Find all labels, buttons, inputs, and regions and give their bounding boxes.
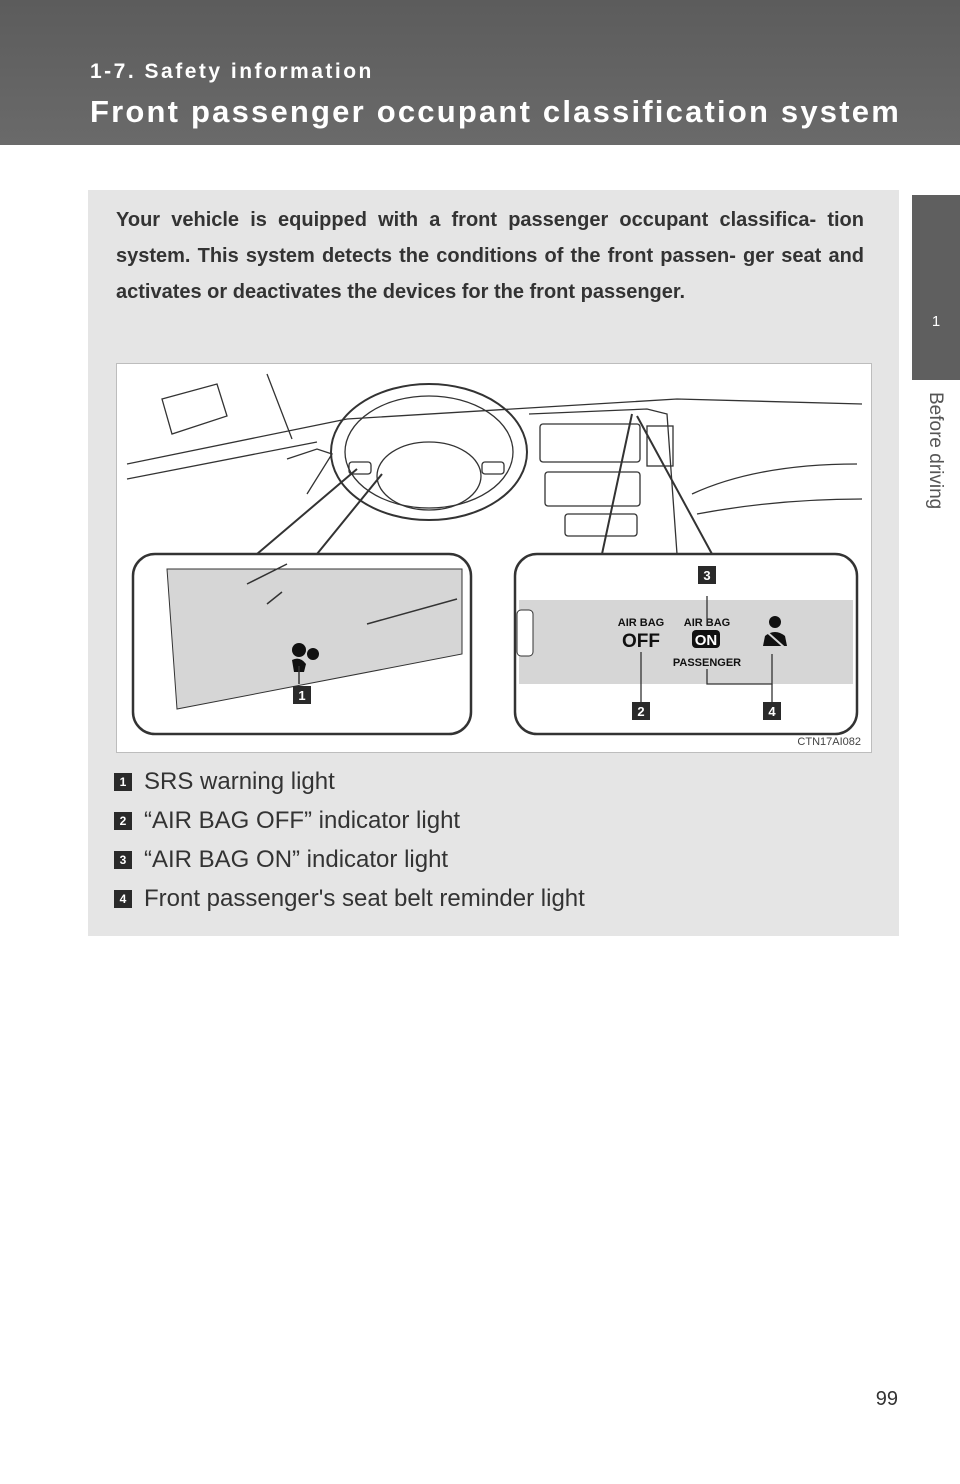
chapter-number: 1 bbox=[931, 313, 941, 330]
passenger-label: PASSENGER bbox=[672, 657, 742, 669]
legend-list bbox=[114, 762, 585, 918]
dashboard-illustration bbox=[116, 363, 872, 753]
legend-number: 1 bbox=[114, 773, 132, 791]
chapter-label: Before driving bbox=[925, 392, 946, 510]
legend-text: “AIR BAG OFF” indicator light bbox=[144, 806, 461, 834]
legend-item bbox=[114, 801, 585, 840]
airbag-off-top-label: AIR BAG bbox=[617, 617, 665, 629]
legend-number: 2 bbox=[114, 812, 132, 830]
airbag-on-top-label: AIR BAG bbox=[683, 617, 731, 629]
callout-2: 2 bbox=[637, 704, 645, 719]
content-box bbox=[88, 190, 899, 936]
legend-item bbox=[114, 762, 585, 801]
legend-text: “AIR BAG ON” indicator light bbox=[144, 845, 449, 873]
legend-item bbox=[114, 879, 585, 918]
figure-code: CTN17AI082 bbox=[797, 736, 861, 748]
airbag-off-label: OFF bbox=[622, 631, 660, 652]
legend-item bbox=[114, 840, 585, 879]
intro-paragraph: Your vehicle is equipped with a front passenger occupant classifica- tion system. This system detects the conditions of the front passen- ger seat and activates or deactivates the devices for the front passenger. bbox=[116, 209, 864, 303]
section-label: 1-7. Safety information bbox=[90, 60, 374, 83]
legend-text: Front passenger's seat belt reminder light bbox=[144, 884, 585, 912]
callout-4: 4 bbox=[768, 704, 776, 719]
page-number: 99 bbox=[875, 1388, 898, 1410]
callout-3: 3 bbox=[703, 568, 711, 583]
legend-number: 4 bbox=[114, 890, 132, 908]
callout-1: 1 bbox=[298, 688, 306, 703]
chapter-tab bbox=[912, 195, 960, 380]
page-title: Front passenger occupant classification system bbox=[90, 94, 901, 129]
legend-number: 3 bbox=[114, 851, 132, 869]
dashboard-drawing bbox=[117, 364, 871, 752]
legend-text: SRS warning light bbox=[144, 767, 335, 795]
page-header bbox=[0, 0, 960, 145]
airbag-on-label: ON bbox=[694, 632, 718, 649]
